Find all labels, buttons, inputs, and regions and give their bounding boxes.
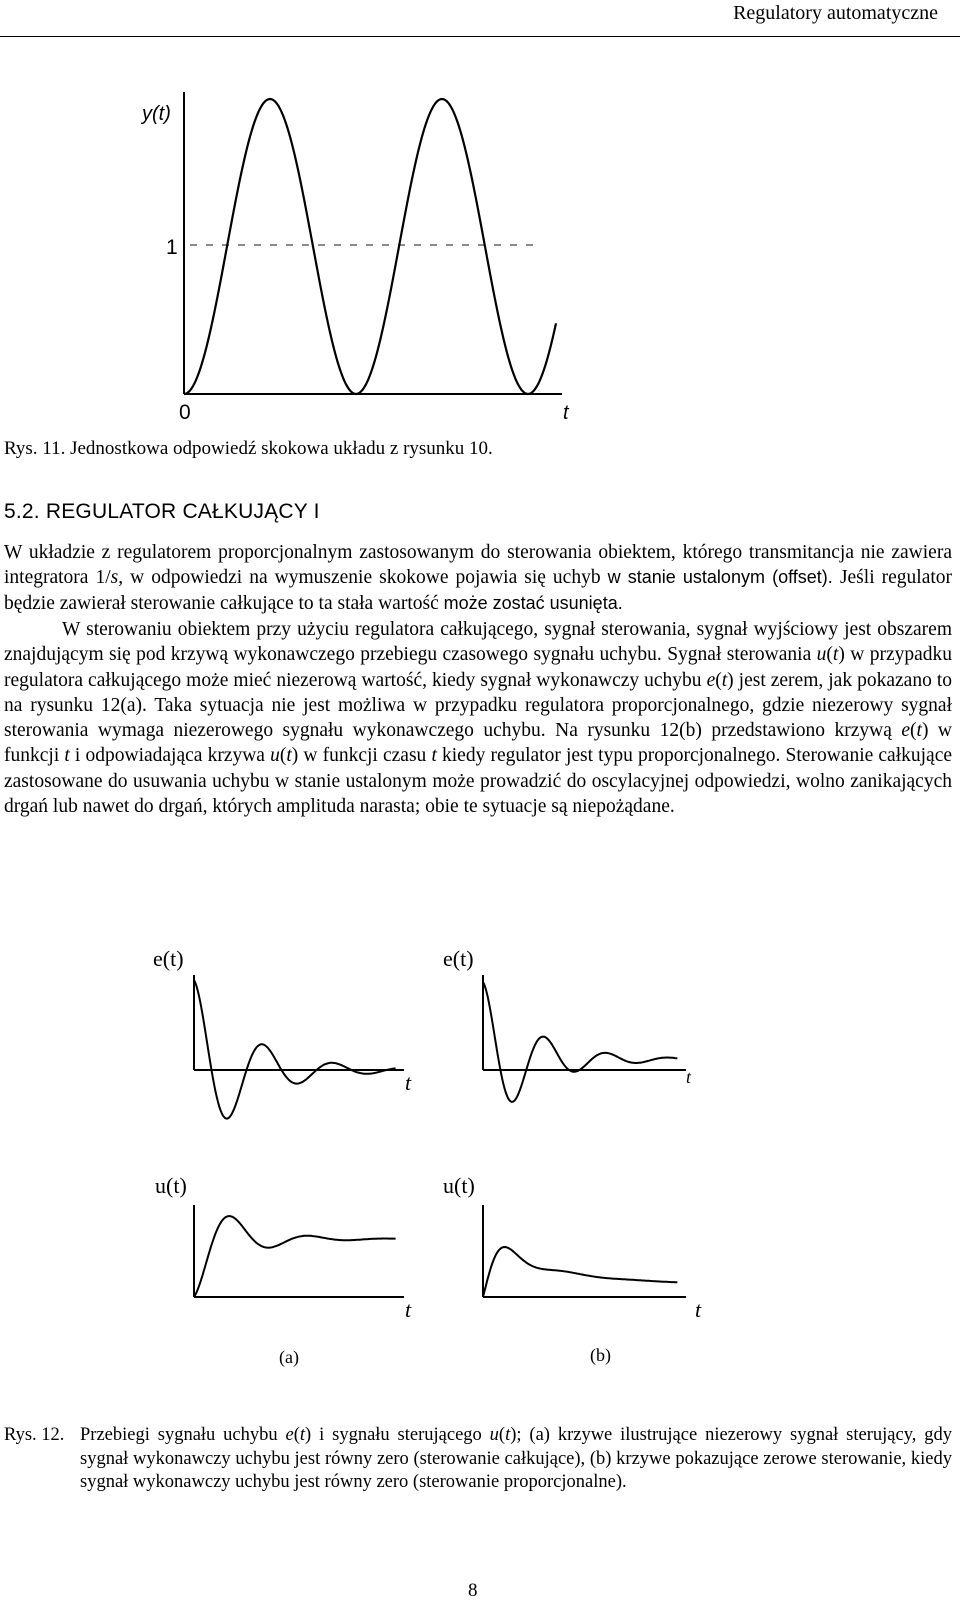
p1-text-c: w stanie ustalonym (offset). [607,567,840,588]
p2-var-u: u [270,745,280,767]
fig12-sub-a: (a) [279,1347,299,1367]
figure-11-caption: Rys. 11. Jednostkowa odpowiedź skokowa układu z rysunku 10. [4,438,493,459]
fig12a-u-curve [194,1216,396,1297]
page-number: 8 [468,1580,478,1601]
p2-seg-1: W sterowaniu obiektem przy użyciu regulatora całkującego, sygnał sterowania, sygnał wyjściowy jest obszarem znajdującym się pod krzywą wykonawczego przebiegu czasowego sygnału uchybu. Sygnał sterowania [4,619,952,666]
running-header: Regulatory automatyczne [733,2,938,24]
p1-var-s: s [110,567,119,589]
fig11-tick-one: 1 [166,236,178,259]
p2-seg-5: i odpowiadająca krzywa [69,745,271,767]
fig11-tick-zero: 0 [179,401,191,424]
p1-text-e: może zostać usunięta. [443,592,623,613]
caption12-seg-3: ; (a) krzywe ilustrujące niezerowy sygnał sterujący, gdy sygnał wykonawczy uchybu jest równy zero (sterowanie całkujące), (b) krzywe pokazujące zerowe sterowanie, kiedy sygnał wykonawczy uchybu jest równy zero (sterowanie proporcjonalne). [80,1425,952,1492]
paragraph-2: W sterowaniu obiektem przy użyciu regulatora całkującego, sygnał sterowania, sygnał wyjściowy jest obszarem znajdującym się pod krzywą wykonawczego przebiegu czasowego sygnału uchybu. Sygnał sterowania u(t) w przypadku regulatora całkującego może mieć niezerową wartość, kiedy sygnał wykonawczy uchybu e(t) jest zerem, jak pokazano to na rysunku 12(a). Taka sytuacja nie jest możliwa w przypadku regulatora proporcjonalnego, gdzie niezerowy sygnał sterowania wymaga niezerowego sygnału wykonawczego uchybu. Na rysunku 12(b) przedstawiono krzywą e(t) w funkcji t i odpowiadająca krzywa u(t) w funkcji czasu t kiedy regulator jest typu proporcjonalnego. Sterowanie całkujące zastosowane do usuwania uchybu w stanie ustalonym może prowadzić do oscylacyjnej odpowiedzi, wolno zanikających drgań lub nawet do drgań, których amplituda narasta; obie te sytuacje są niepożądane. [4,619,953,818]
figure-12-caption: Rys. 12. Przebiegi sygnału uchybu e(t) i sygnału sterującego u(t); (a) krzywe ilustrujące niezerowy sygnał sterujący, gdy sygnał wykonawczy uchybu jest równy zero (sterowanie całkujące), (b) krzywe pokazujące zerowe sterowanie, kiedy sygnał wykonawczy uchybu jest równy zero (sterowanie proporcjonalne). [4,1425,952,1492]
fig12-sub-b: (b) [590,1345,611,1365]
p2-var-t: t [431,745,437,767]
p2-var-t: t [286,745,292,767]
p2-seg-6: w funkcji czasu [298,745,432,767]
p2-var-t: t [916,720,922,742]
p2-seg-2: w przypadku regulatora całkującego może mieć niezerową wartość, kiedy sygnał wykonawczy uchybu [4,644,953,691]
section-title: 5.2. REGULATOR CAŁKUJĄCY I [4,500,320,523]
p2-var-t: t [64,745,70,767]
fig12a-e-label: e(t) [153,946,184,971]
caption12-var-t: t [299,1425,306,1445]
fig11-x-label: t [563,402,569,424]
fig12a-e-curve [194,980,396,1119]
p2-var-e: e [706,669,716,691]
p2-seg-7: kiedy regulator jest typu proporcjonalnego. Sterowanie całkujące zastosowane do usuwania uchybu w stanie ustalonym może prowadzić do oscylacyjnej odpowiedzi, wolno zanikających drgań lub nawet do drgań, których amplituda narasta; obie te sytuacje są niepożądane. [4,745,953,818]
fig12a-u-t-label: t [405,1297,412,1322]
caption12-var-u: u [489,1425,499,1445]
fig12b-e-curve [483,982,677,1102]
fig12a-e-t-label: t [405,1070,412,1095]
caption12-var-t: t [505,1425,511,1445]
fig12b-u-label: u(t) [443,1173,475,1198]
fig12b-e-label: e(t) [443,946,474,971]
caption12-var-e: e [285,1425,294,1445]
caption12-lead: Rys. 12. [4,1425,65,1445]
p1-text-b: , w odpowiedzi na wymuszenie skokowe pojawia się uchyb [118,567,608,589]
p1-text-d: Jeśli regulator będzie zawierał sterowanie całkujące to ta stała wartość [4,567,953,614]
p1-text-a: W układzie z regulatorem proporcjonalnym zastosowanym do sterowania obiektem, którego transmitancja nie zawiera integratora 1/ [4,542,952,589]
fig12b-e-t-label: t [686,1067,692,1087]
p2-var-t: t [721,669,728,691]
fig11-y-label: y(t) [142,103,171,125]
fig12b-u-curve [483,1247,677,1297]
fig12b-u-t-label: t [695,1297,702,1322]
p2-seg-3: jest zerem, jak pokazano to na rysunku 12(a). Taka sytuacja nie jest możliwa w przypadku regulatora proporcjonalnego, gdzie niezerowy sygnał sterowania wymaga niezerowego sygnału wykonawczego uchybu. Na rysunku 12(b) przedstawiono krzywą [4,669,952,742]
p2-seg-4: w funkcji [4,720,952,767]
caption12-seg-1: Przebiegi sygnału uchybu [80,1425,286,1445]
p2-var-t: t [832,644,839,666]
p2-var-u: u [816,644,827,666]
fig12a-u-label: u(t) [155,1173,187,1198]
p2-var-e: e [901,720,911,742]
caption12-seg-2: i sygnału sterującego [311,1425,490,1445]
